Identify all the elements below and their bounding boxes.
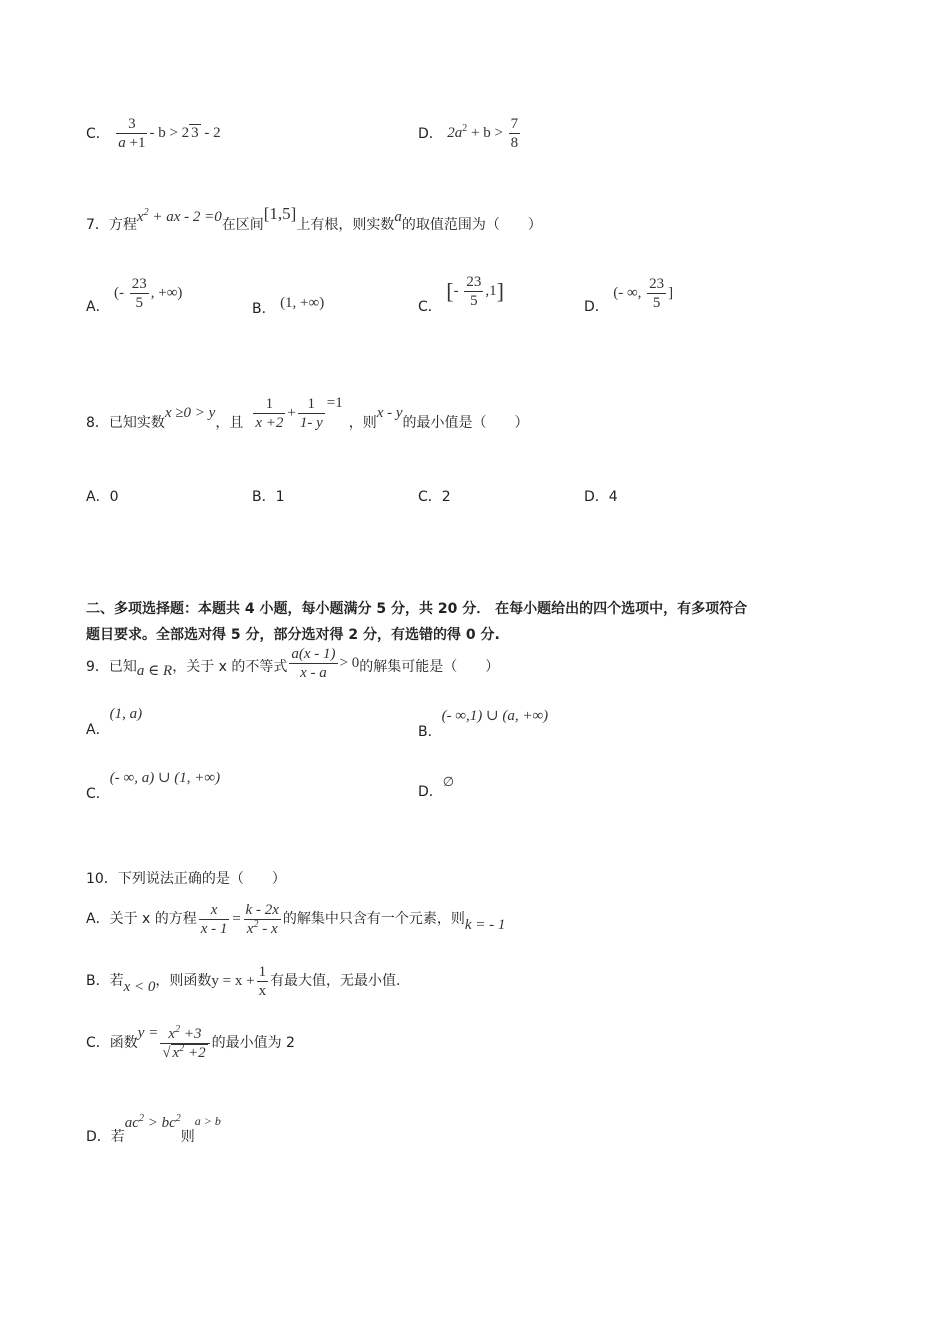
q10-stem: 10．下列说法正确的是（ ） bbox=[86, 871, 286, 887]
q7-option-d: D． (- ∞, $\frac{23}{5}$ ] bbox=[584, 276, 674, 315]
q8-option-c: C．2 bbox=[418, 489, 451, 505]
q7-option-b: B． (1, +∞) bbox=[252, 295, 325, 317]
q10-option-c: C．函数y = $\frac{x^2 +3}{√ x^2 +2}$ 的最小值为 2 bbox=[86, 1024, 295, 1061]
section2-heading-line2: 题目要求。全部选对得 5 分，部分选对得 2 分，有选错的得 0 分. bbox=[86, 627, 500, 643]
q7-option-a-math: (- $\frac{23}{5}$ , +∞) bbox=[114, 276, 183, 311]
q6-option-c-math: $\frac{3}{a +1}$ - b > 2 3 - 2 bbox=[118, 116, 221, 151]
q6-option-d: D． $2a^2 + b$ > $\frac{7}{8}$ bbox=[418, 116, 522, 151]
q9-option-d: D．∅ bbox=[418, 774, 455, 800]
q8-condition: x ≥0 > y bbox=[164, 404, 216, 421]
q8-equation: $\frac{1}{x +2}$ + $\frac{1}{1- y}$ =1 bbox=[255, 394, 343, 431]
q9-option-c: C．(- ∞, a) ∪ (1, +∞) bbox=[86, 770, 221, 802]
q9-inequality: $\frac{a(x - 1)}{x - a}$ > 0 bbox=[291, 646, 360, 681]
q9-option-c-math: (- ∞, a) ∪ (1, +∞) bbox=[109, 770, 221, 786]
q8-option-d: D．4 bbox=[584, 489, 618, 505]
q6-option-d-math: $2a^2 + b$ > $\frac{7}{8}$ bbox=[447, 116, 519, 151]
q8-expression: x - y bbox=[376, 404, 403, 421]
q9-option-a-math: (1, a) bbox=[109, 706, 143, 722]
q9-option-b: B．(- ∞,1) ∪ (a, +∞) bbox=[418, 708, 549, 740]
empty-set-icon: ∅ bbox=[442, 774, 455, 789]
q10-option-a-k: k = - 1 bbox=[464, 916, 506, 933]
q10-option-b: B．若x < 0，则函数y = x + $\frac{1}{x}$ 有最大值，无最小值. bbox=[86, 964, 401, 999]
q10-option-b-condition: x < 0 bbox=[123, 978, 156, 995]
q7-stem: 7．方程$x^2$ + ax - 2 =0在区间[1,5]上有根，则实数a的取值范围为（ ） bbox=[86, 204, 542, 233]
q8-option-a: A．0 bbox=[86, 489, 119, 505]
q10-option-d-result: a > b bbox=[194, 1114, 221, 1128]
q6-option-c: C． $\frac{3}{a +1}$ - b > 2 3 - 2 bbox=[86, 116, 221, 151]
q10-option-c-function: y = $\frac{x^2 +3}{√ x^2 +2}$ bbox=[138, 1035, 212, 1051]
q10-option-a-math: $\frac{x}{x - 1}$ = $\frac{k - 2x}{x^2 - x}$ bbox=[200, 902, 279, 937]
q9-condition: a ∈ R bbox=[136, 662, 173, 679]
q9-option-b-math: (- ∞,1) ∪ (a, +∞) bbox=[441, 708, 549, 724]
q7-option-b-math: (1, +∞) bbox=[280, 295, 325, 311]
q10-option-d-condition: $ac^2 > bc^2$ bbox=[124, 1113, 181, 1131]
q7-option-d-math: (- ∞, $\frac{23}{5}$ ] bbox=[613, 276, 674, 311]
q9-option-a: A．(1, a) bbox=[86, 706, 143, 738]
q10-option-a: A．关于 x 的方程 $\frac{x}{x - 1}$ = $\frac{k - 2x}{x^2 - x}$ 的解集中只含有一个元素，则k = - 1 bbox=[86, 902, 506, 937]
section2-heading-line1: 二、多项选择题：本题共 4 小题，每小题满分 5 分，共 20 分． 在每小题给出的四个选项中，有多项符合 bbox=[86, 601, 748, 617]
q7-equation: $x^2$ + ax - 2 =0 bbox=[136, 207, 222, 225]
q8-option-b: B．1 bbox=[252, 489, 285, 505]
q7-option-c-math: [- $\frac{23}{5}$ ,1] bbox=[446, 274, 504, 309]
q9-stem: 9．已知a ∈ R，关于 x 的不等式 $\frac{a(x - 1)}{x - a}$ > 0的解集可能是（ ） bbox=[86, 646, 500, 681]
q7-interval: [1,5] bbox=[263, 204, 297, 223]
q7-var-a: a bbox=[394, 209, 402, 225]
q10-option-d: D．若$ac^2 > bc^2$则a > b bbox=[86, 1113, 221, 1145]
q7-option-a: A． (- $\frac{23}{5}$ , +∞) bbox=[86, 276, 183, 315]
q7-option-c: C． [- $\frac{23}{5}$ ,1] bbox=[418, 274, 504, 315]
q10-option-b-function: y = x + $\frac{1}{x}$ bbox=[211, 964, 267, 999]
q8-stem: 8．已知实数x ≥0 > y，且 $\frac{1}{x +2}$ + $\frac{1}{1- y}$ =1，则x - y的最小值是（ ） bbox=[86, 394, 529, 431]
